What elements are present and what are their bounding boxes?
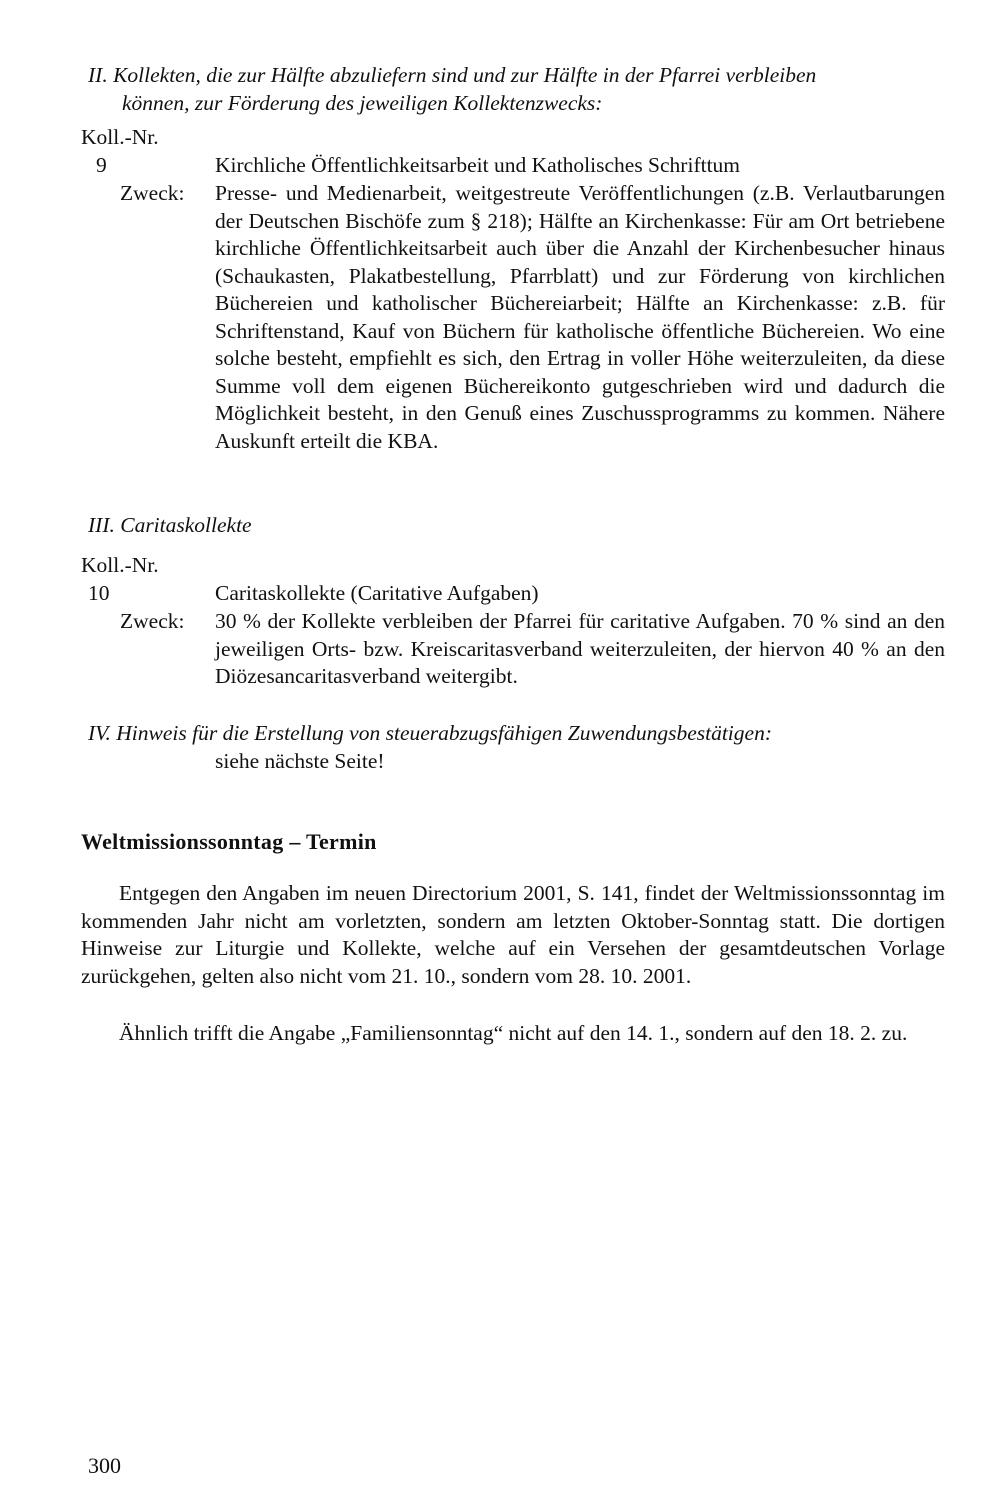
koll-nr-label-iii: Koll.-Nr.	[81, 553, 159, 577]
section-ii-heading-line2: können, zur Förderung des jeweiligen Kollektenzwecks:	[122, 91, 603, 115]
zweck-label-9: Zweck:	[120, 181, 185, 205]
zweck-text-9: Presse- und Medienarbeit, weitgestreute Veröffentlichungen (z.B. Verlautbarungen der Deutschen Bischöfe zum § 218); Hälfte an Kirchenkasse: Für am Ort betriebene kirchliche Öffentlichkeitsarbeit auch über die Anzahl der Kirchenbesucher hinaus (Schaukasten, Plakatbestellung, Pfarrblatt) und zur Förderung von kirchlichen Büchereien und katholischer Büchereiarbeit; Hälfte an Kirchenkasse: z.B. für Schriftenstand, Kauf von Büchern für katholische öffentliche Büchereien. Wo eine solche besteht, empfiehlt es sich, den Ertrag in voller Höhe weiterzuleiten, da diese Summe voll dem eigenen Büchereikonto gutgeschrieben wird und dadurch die Möglichkeit besteht, in den Genuß eines Zuschussprogramms zu kommen. Nähere Auskunft erteilt die KBA.	[215, 181, 945, 453]
koll-title-9: Kirchliche Öffentlichkeitsarbeit und Katholisches Schrifttum	[215, 153, 741, 177]
zweck-text-10: 30 % der Kollekte verbleiben der Pfarrei für caritative Aufgaben. 70 % sind an den jeweiligen Orts- bzw. Kreiscaritasverband weiterzuleiten, der hiervon 40 % an den Diözesancaritasverband weitergibt.	[215, 609, 945, 688]
weltmission-heading: Weltmissionssonntag – Termin	[81, 829, 377, 854]
section-iii-heading: III. Caritaskollekte	[88, 513, 252, 537]
koll-nr-label-ii: Koll.-Nr.	[81, 125, 159, 149]
section-iv-heading: IV. Hinweis für die Erstellung von steuerabzugsfähigen Zuwendungsbestätigen:	[88, 721, 772, 745]
koll-title-10: Caritaskollekte (Caritative Aufgaben)	[215, 581, 539, 605]
zweck-label-10: Zweck:	[120, 609, 185, 633]
koll-number-9: 9	[96, 153, 107, 177]
page-number: 300	[88, 1453, 121, 1478]
section-ii-heading-line1: II. Kollekten, die zur Hälfte abzuliefern sind und zur Hälfte in der Pfarrei verbleiben	[88, 63, 817, 87]
weltmission-paragraph-1: Entgegen den Angaben im neuen Directorium 2001, S. 141, findet der Weltmissionssonntag im kommenden Jahr nicht am vorletzten, sondern am letzten Oktober-Sonntag statt. Die dortigen Hinweise zur Liturgie und Kollekte, welche auf ein Versehen der gesamtdeutschen Vorlage zurückgehen, gelten also nicht vom 21. 10., sondern vom 28. 10. 2001.	[81, 881, 945, 988]
weltmission-paragraph-2: Ähnlich trifft die Angabe „Familiensonntag“ nicht auf den 14. 1., sondern auf den 18. 2. zu.	[119, 1021, 908, 1045]
section-iv-note: siehe nächste Seite!	[215, 749, 385, 773]
koll-number-10: 10	[88, 581, 110, 605]
